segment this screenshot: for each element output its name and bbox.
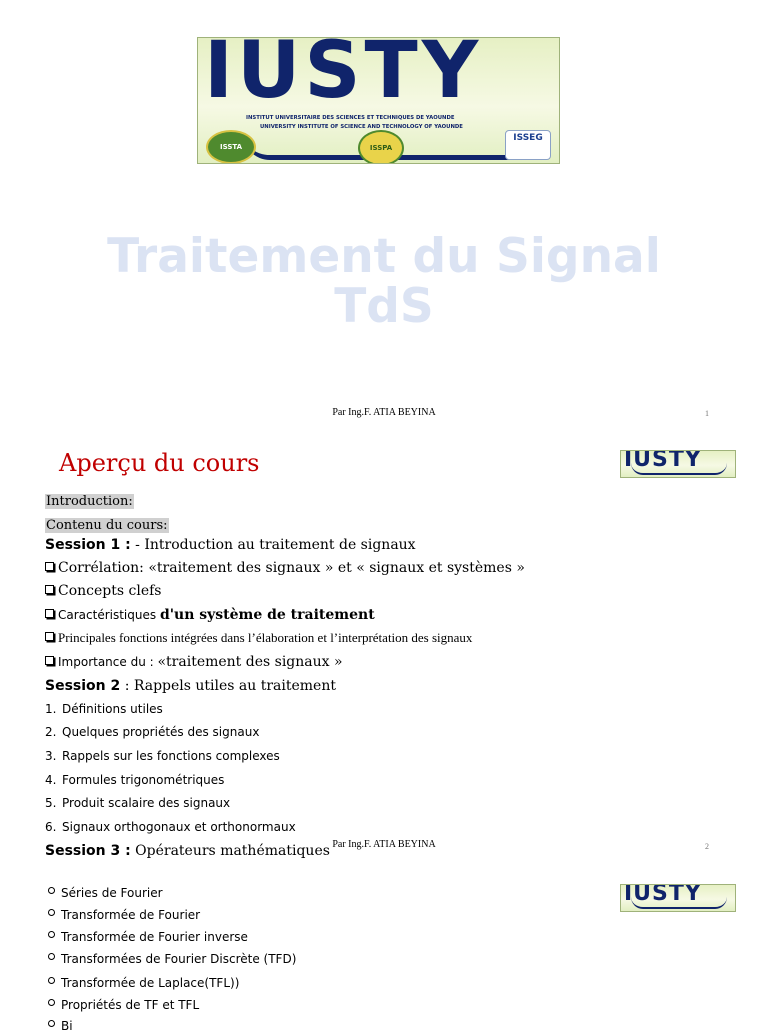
item-number: 6. [45,820,57,834]
item-text: Séries de Fourier [61,886,163,900]
iusty-logo-banner [197,37,560,164]
bullet-item [45,606,375,624]
checkbox-bullet-icon [45,562,54,571]
circle-list-item [48,929,248,945]
numbered-item [45,819,296,835]
circle-list-item [48,997,199,1013]
small-logo-wordmark: IUSTY [624,884,702,906]
item-text: Produit scalaire des signaux [62,796,231,810]
slide2-footer: Par Ing.F. ATIA BEYINA [332,839,436,850]
item-text: Propriétés de TF et TFL [61,998,200,1012]
circle-bullet-icon [48,931,55,938]
numbered-item [45,748,280,764]
small-logo-swoosh [631,897,727,909]
session2-line [45,677,336,695]
circle-list-item [48,975,239,991]
item-text: Rappels sur les fonctions complexes [62,749,280,763]
isseg-seal: ISSEG [505,130,551,160]
session1-line [45,536,416,554]
checkbox-bullet-icon [45,585,54,594]
slide1-footer: Par Ing.F. ATIA BEYINA [332,407,436,418]
bullet-text: «traitement des signaux » [157,654,343,670]
bullet-item [45,629,472,647]
slide-title-line2: TdS [334,279,434,334]
slide1-page-number: 1 [705,409,709,418]
bullet-text: Principales fonctions intégrées dans l’élaboration et l’interprétation des signaux [58,630,473,645]
logo-subtitle-fr: INSTITUT UNIVERSITAIRE DES SCIENCES ET TECHNIQUES DE YAOUNDE [246,115,455,121]
numbered-item [45,701,163,717]
bullet-text: Caractéristiques [58,608,160,622]
item-number: 3. [45,749,57,763]
circle-list-item [48,907,200,923]
slide2-page-number: 2 [705,842,709,851]
item-text: Bi [61,1019,73,1033]
intro-label-wrap [45,490,134,510]
item-text: Définitions utiles [62,702,163,716]
checkbox-bullet-icon [45,609,54,618]
bullet-text: Importance du : [58,655,158,669]
circle-bullet-icon [48,999,55,1006]
contenu-label: Contenu du cours: [46,518,168,533]
issta-seal: ISSTA [206,130,256,164]
item-text: Quelques propriétés des signaux [62,725,260,739]
session2-text: : Rappels utiles au traitement [120,678,336,694]
item-text: Signaux orthogonaux et orthonormaux [62,820,296,834]
item-text: Transformées de Fourier Discrète (TFD) [61,952,297,966]
bullet-text: Corrélation: «traitement des signaux » et « signaux et systèmes » [58,560,525,576]
item-text: Transformée de Fourier inverse [61,930,248,944]
bullet-item [45,559,525,577]
intro-label: Introduction: [46,494,133,509]
circle-list-item [48,885,163,901]
bullet-text: Concepts clefs [58,583,162,599]
iusty-small-logo [620,884,736,912]
bullet-text-bold: d'un système de traitement [159,607,375,623]
numbered-item [45,724,259,740]
session2-label: Session 2 [45,678,121,694]
circle-bullet-icon [48,977,55,984]
bullet-item [45,582,161,600]
numbered-item [45,772,224,788]
item-number: 1. [45,702,57,716]
item-text: Transformée de Laplace(TFL)) [61,976,240,990]
small-logo-swoosh [631,463,727,475]
logo-wordmark: IUSTY [204,37,483,116]
circle-bullet-icon [48,887,55,894]
iusty-small-logo [620,450,736,478]
small-logo-wordmark: IUSTY [624,450,702,472]
item-number: 5. [45,796,57,810]
bullet-item [45,653,343,671]
numbered-item [45,795,230,811]
isspa-seal: ISSPA [358,130,404,164]
circle-list-item [48,951,296,967]
circle-list-item [48,1018,73,1034]
circle-bullet-icon [48,909,55,916]
session1-label: Session 1 : [45,537,131,553]
session1-text: - Introduction au traitement de signaux [130,537,416,553]
checkbox-bullet-icon [45,656,54,665]
circle-bullet-icon [48,953,55,960]
slide-title-line1: Traitement du Signal [107,229,661,284]
logo-subtitle-en: UNIVERSITY INSTITUTE OF SCIENCE AND TECHNOLOGY OF YAOUNDE [260,124,463,130]
item-number: 4. [45,773,57,787]
item-text: Transformée de Fourier [61,908,201,922]
item-number: 2. [45,725,57,739]
session3-label: Session 3 : [45,843,131,859]
item-text: Formules trigonométriques [62,773,225,787]
section-heading: Aperçu du cours [59,449,260,477]
contenu-label-wrap [45,514,169,534]
session3-text: Opérateurs mathématiques [130,843,330,859]
checkbox-bullet-icon [45,632,54,641]
